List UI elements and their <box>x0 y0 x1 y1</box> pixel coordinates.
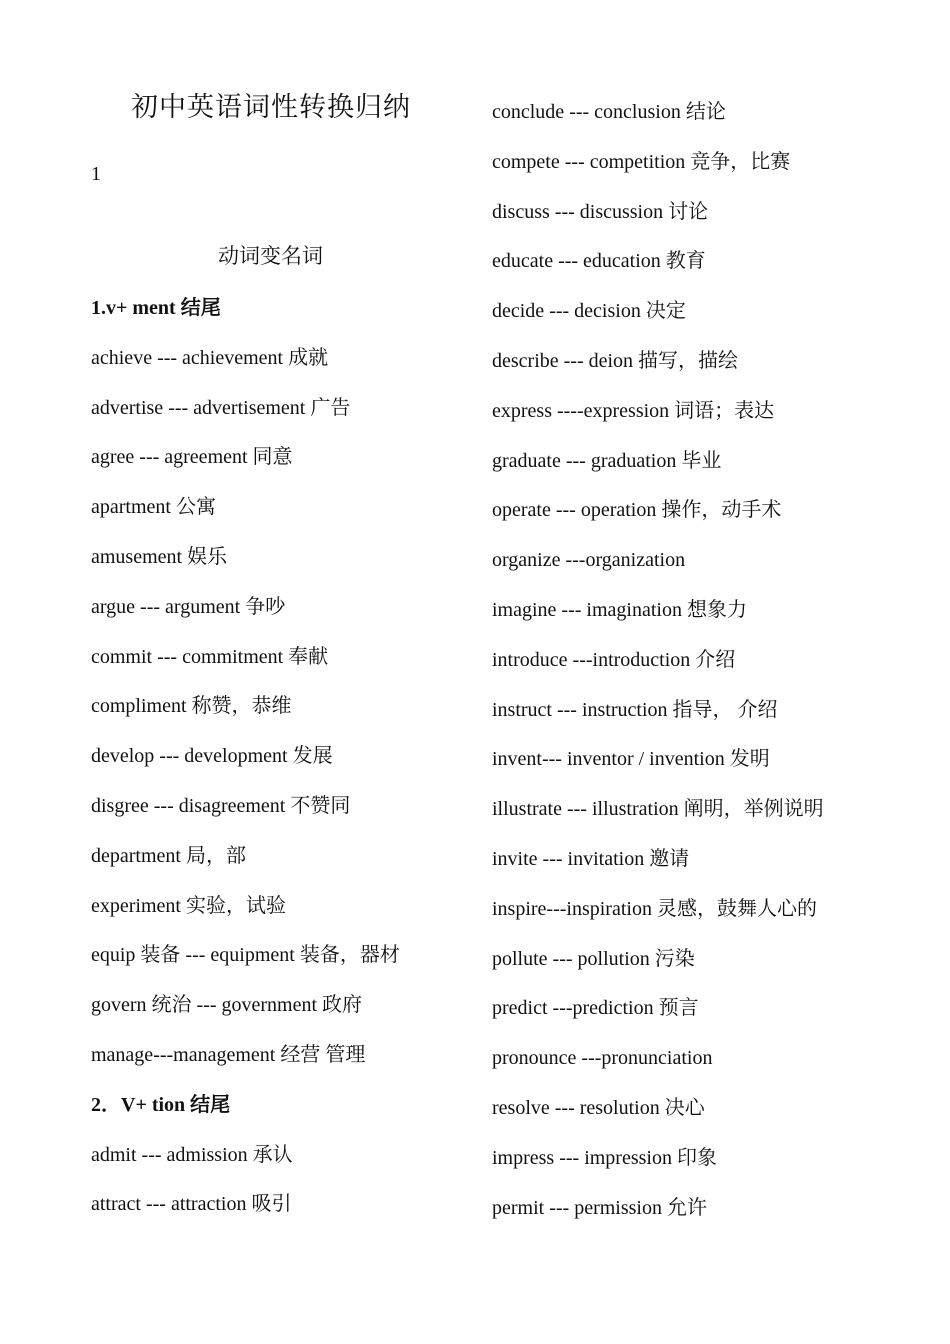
vocab-entry: invite --- invitation 邀请 <box>492 848 690 870</box>
vocab-entry: agree --- agreement 同意 <box>91 446 293 469</box>
vocab-entry: govern 统治 --- government 政府 <box>91 994 363 1017</box>
vocab-entry: operate --- operation 操作，动手术 <box>492 499 782 522</box>
vocab-entry: equip 装备 --- equipment 装备，器材 <box>91 944 400 967</box>
vocab-entry: illustrate --- illustration 阐明，举例说明 <box>492 798 824 821</box>
vocab-entry: compliment 称赞，恭维 <box>91 695 292 718</box>
vocab-entry: discuss --- discussion 讨论 <box>492 200 709 223</box>
vocab-entry: admit --- admission 承认 <box>91 1143 293 1166</box>
document-title: 初中英语词性转换归纳 <box>131 92 411 122</box>
vocab-entry: impress --- impression 印象 <box>492 1146 717 1169</box>
page-number: 1 <box>91 163 101 185</box>
vocab-entry: experiment 实验，试验 <box>91 894 286 917</box>
vocab-entry: permit --- permission 允许 <box>492 1196 707 1219</box>
vocab-entry: disgree --- disagreement 不赞同 <box>91 795 351 817</box>
vocab-entry: conclude --- conclusion 结论 <box>492 101 726 123</box>
vocab-entry: department 局，部 <box>91 844 246 867</box>
vocab-entry: commit --- commitment 奉献 <box>91 645 329 668</box>
vocab-entry: develop --- development 发展 <box>91 745 333 768</box>
vocab-entry: invent--- inventor / invention 发明 <box>492 748 770 771</box>
vocab-entry: decide --- decision 决定 <box>492 300 686 323</box>
vocab-entry: attract --- attraction 吸引 <box>91 1193 292 1216</box>
vocab-entry: introduce ---introduction 介绍 <box>492 648 736 671</box>
vocab-entry: resolve --- resolution 决心 <box>492 1097 705 1119</box>
vocab-entry: apartment 公寓 <box>91 496 216 519</box>
vocab-entry: instruct --- instruction 指导， 介绍 <box>492 698 778 721</box>
vocab-entry: graduate --- graduation 毕业 <box>492 449 722 472</box>
vocab-entry: educate --- education 教育 <box>492 250 706 273</box>
section-title: 动词变名词 <box>218 244 323 268</box>
vocab-entry: pollute --- pollution 污染 <box>492 947 695 970</box>
vocab-entry: compete --- competition 竞争，比赛 <box>492 150 791 173</box>
vocab-entry: inspire---inspiration 灵感，鼓舞人心的 <box>492 897 817 920</box>
heading-line: 2．V+ tion 结尾 <box>91 1093 231 1116</box>
vocab-entry: argue --- argument 争吵 <box>91 595 286 618</box>
vocab-entry: predict ---prediction 预言 <box>492 997 699 1020</box>
heading-line: 1.v+ ment 结尾 <box>91 297 221 319</box>
vocab-entry: advertise --- advertisement 广告 <box>91 396 351 419</box>
vocab-entry: imagine --- imagination 想象力 <box>492 599 747 621</box>
vocab-entry: express ----expression 词语；表达 <box>492 399 775 422</box>
vocab-entry: pronounce ---pronunciation <box>492 1047 713 1070</box>
vocab-entry: amusement 娱乐 <box>91 546 228 568</box>
vocab-entry: manage---management 经营 管理 <box>91 1044 366 1066</box>
vocab-entry: organize ---organization <box>492 549 686 572</box>
vocab-entry: describe --- deion 描写，描绘 <box>492 350 739 372</box>
vocab-entry: achieve --- achievement 成就 <box>91 346 329 369</box>
